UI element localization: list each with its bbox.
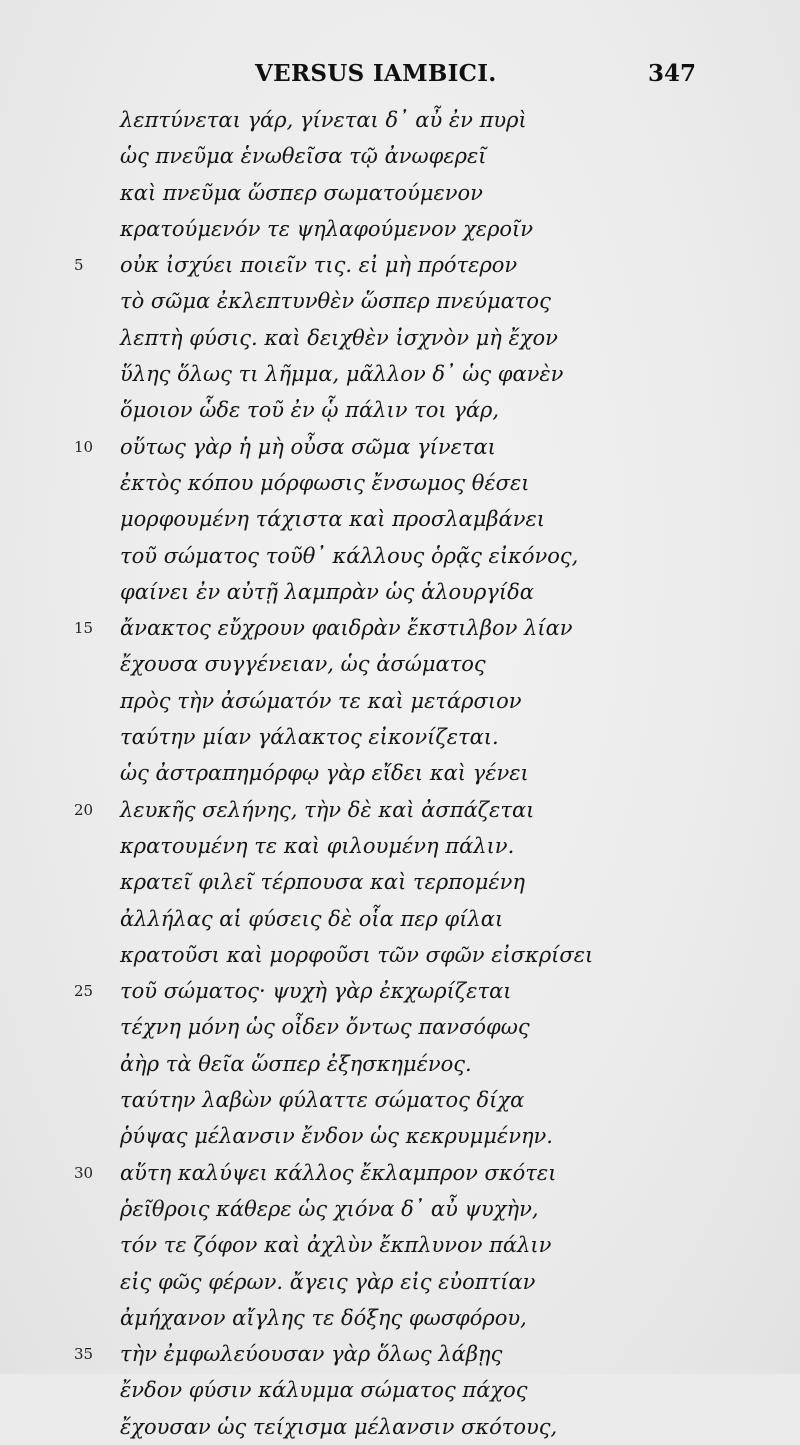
line-number: 10 [74,437,94,456]
verse-text: πρὸς τὴν ἀσώματόν τε καὶ μετάρσιον [120,688,522,713]
verse-line [0,937,800,973]
verse-text-block [0,102,800,1445]
verse-text: οὐκ ἰσχύει ποιεῖν τις. εἰ μὴ πρότερον [120,253,518,278]
verse-line [0,574,800,610]
verse-line [0,901,800,937]
verse-line [0,138,800,174]
verse-text: αὕτη καλύψει κάλλος ἔκλαμπρον σκότει [120,1160,557,1185]
verse-line [0,465,800,501]
verse-line [0,102,800,138]
verse-text: ὡς πνεῦμα ἑνωθεῖσα τῷ ἀνωφερεῖ [120,144,487,169]
verse-text: τοῦ σώματος· ψυχὴ γὰρ ἐκχωρίζεται [120,979,512,1004]
verse-line [0,1046,800,1082]
verse-text: ταύτην λαβὼν φύλαττε σώματος δίχα [120,1088,525,1113]
verse-line [0,501,800,537]
verse-text: κρατεῖ φιλεῖ τέρπουσα καὶ τερπομένη [120,870,525,895]
verse-line [0,211,800,247]
verse-text: κρατουμένη τε καὶ φιλουμένη πάλιν. [120,833,515,858]
page-header [0,56,800,92]
verse-text: ῥεῖθροις κάθερε ὡς χιόνα δ᾽ αὖ ψυχὴν, [120,1196,539,1221]
verse-text: οὕτως γὰρ ἡ μὴ οὖσα σῶμα γίνεται [120,434,496,459]
verse-text: καὶ πνεῦμα ὥσπερ σωματούμενον [120,180,483,205]
verse-text: ὅμοιον ὧδε τοῦ ἐν ᾧ πάλιν τοι γάρ, [120,398,500,423]
verse-text: κρατοῦσι καὶ μορφοῦσι τῶν σφῶν εἰσκρίσει [120,942,594,967]
verse-text: λευκῆς σελήνης, τὴν δὲ καὶ ἀσπάζεται [120,797,535,822]
verse-line [0,1264,800,1300]
verse-line [0,792,800,828]
verse-text: φαίνει ἐν αὐτῇ λαμπρὰν ὡς ἁλουργίδα [120,579,534,604]
verse-line [0,538,800,574]
verse-text: ὕλης ὅλως τι λῆμμα, μᾶλλον δ᾽ ὡς φανὲν [120,362,564,387]
line-number: 15 [74,619,94,638]
verse-line [0,1409,800,1445]
verse-text: τέχνη μόνη ὡς οἶδεν ὄντως πανσόφως [120,1015,530,1040]
verse-line [0,683,800,719]
page-number: 347 [648,60,697,87]
verse-text: ἀὴρ τὰ θεῖα ὥσπερ ἐξησκημένος. [120,1051,472,1076]
verse-line [0,1227,800,1263]
verse-text: ἀλλήλας αἱ φύσεις δὲ οἷα περ φίλαι [120,906,504,931]
verse-text: ῥύψας μέλανσιν ἔνδον ὡς κεκρυμμένην. [120,1124,553,1149]
verse-text: τὴν ἐμφωλεύουσαν γὰρ ὅλως λάβῃς [120,1342,503,1367]
line-number: 5 [74,256,84,275]
verse-text: κρατούμενόν τε ψηλαφούμενον χεροῖν [120,216,534,241]
verse-line [0,1082,800,1118]
verse-text: ἔχουσαν ὡς τείχισμα μέλανσιν σκότους, [120,1414,558,1439]
verse-line [0,1155,800,1191]
verse-text: μορφουμένη τάχιστα καὶ προσλαμβάνει [120,507,545,532]
verse-line [0,283,800,319]
verse-line [0,1336,800,1372]
verse-line [0,392,800,428]
verse-line [0,1191,800,1227]
verse-line [0,1118,800,1154]
running-title: VERSUS IAMBICI. [255,60,497,87]
verse-line [0,429,800,465]
verse-line [0,864,800,900]
verse-line [0,356,800,392]
line-number: 30 [74,1163,94,1182]
verse-line [0,1372,800,1408]
verse-text: ἔνδον φύσιν κάλυμμα σώματος πάχος [120,1378,528,1403]
verse-text: ἐκτὸς κόπου μόρφωσις ἔνσωμος θέσει [120,470,530,495]
line-number: 35 [74,1345,94,1364]
verse-text: τόν τε ζόφον καὶ ἀχλὺν ἔκπλυνον πάλιν [120,1233,552,1258]
verse-line [0,755,800,791]
verse-line [0,175,800,211]
verse-line [0,1009,800,1045]
verse-text: λεπτὴ φύσις. καὶ δειχθὲν ἰσχνὸν μὴ ἔχον [120,325,558,350]
line-number: 25 [74,982,94,1001]
verse-line [0,719,800,755]
verse-text: τοῦ σώματος τοῦθ᾽ κάλλους ὁρᾷς εἰκόνος, [120,543,579,568]
verse-line [0,1300,800,1336]
verse-text: λεπτύνεται γάρ, γίνεται δ᾽ αὖ ἐν πυρὶ [120,108,527,132]
verse-line [0,610,800,646]
verse-line [0,320,800,356]
verse-line [0,646,800,682]
verse-line [0,828,800,864]
verse-text: ἔχουσα συγγένειαν, ὡς ἀσώματος [120,652,486,677]
verse-text: ταύτην μίαν γάλακτος εἰκονίζεται. [120,725,499,750]
verse-text: ἀμήχανον αἴγλης τε δόξης φωσφόρου, [120,1305,527,1330]
verse-line [0,973,800,1009]
verse-line [0,247,800,283]
verse-text: τὸ σῶμα ἐκλεπτυνθὲν ὥσπερ πνεύματος [120,289,551,314]
verse-text: ὡς ἀστραπημόρφῳ γὰρ εἴδει καὶ γένει [120,761,529,786]
verse-text: εἰς φῶς φέρων. ἄγεις γὰρ εἰς εὐοπτίαν [120,1269,536,1294]
line-number: 20 [74,800,94,819]
verse-text: ἄνακτος εὔχρουν φαιδρὰν ἔκστιλβον λίαν [120,616,573,641]
